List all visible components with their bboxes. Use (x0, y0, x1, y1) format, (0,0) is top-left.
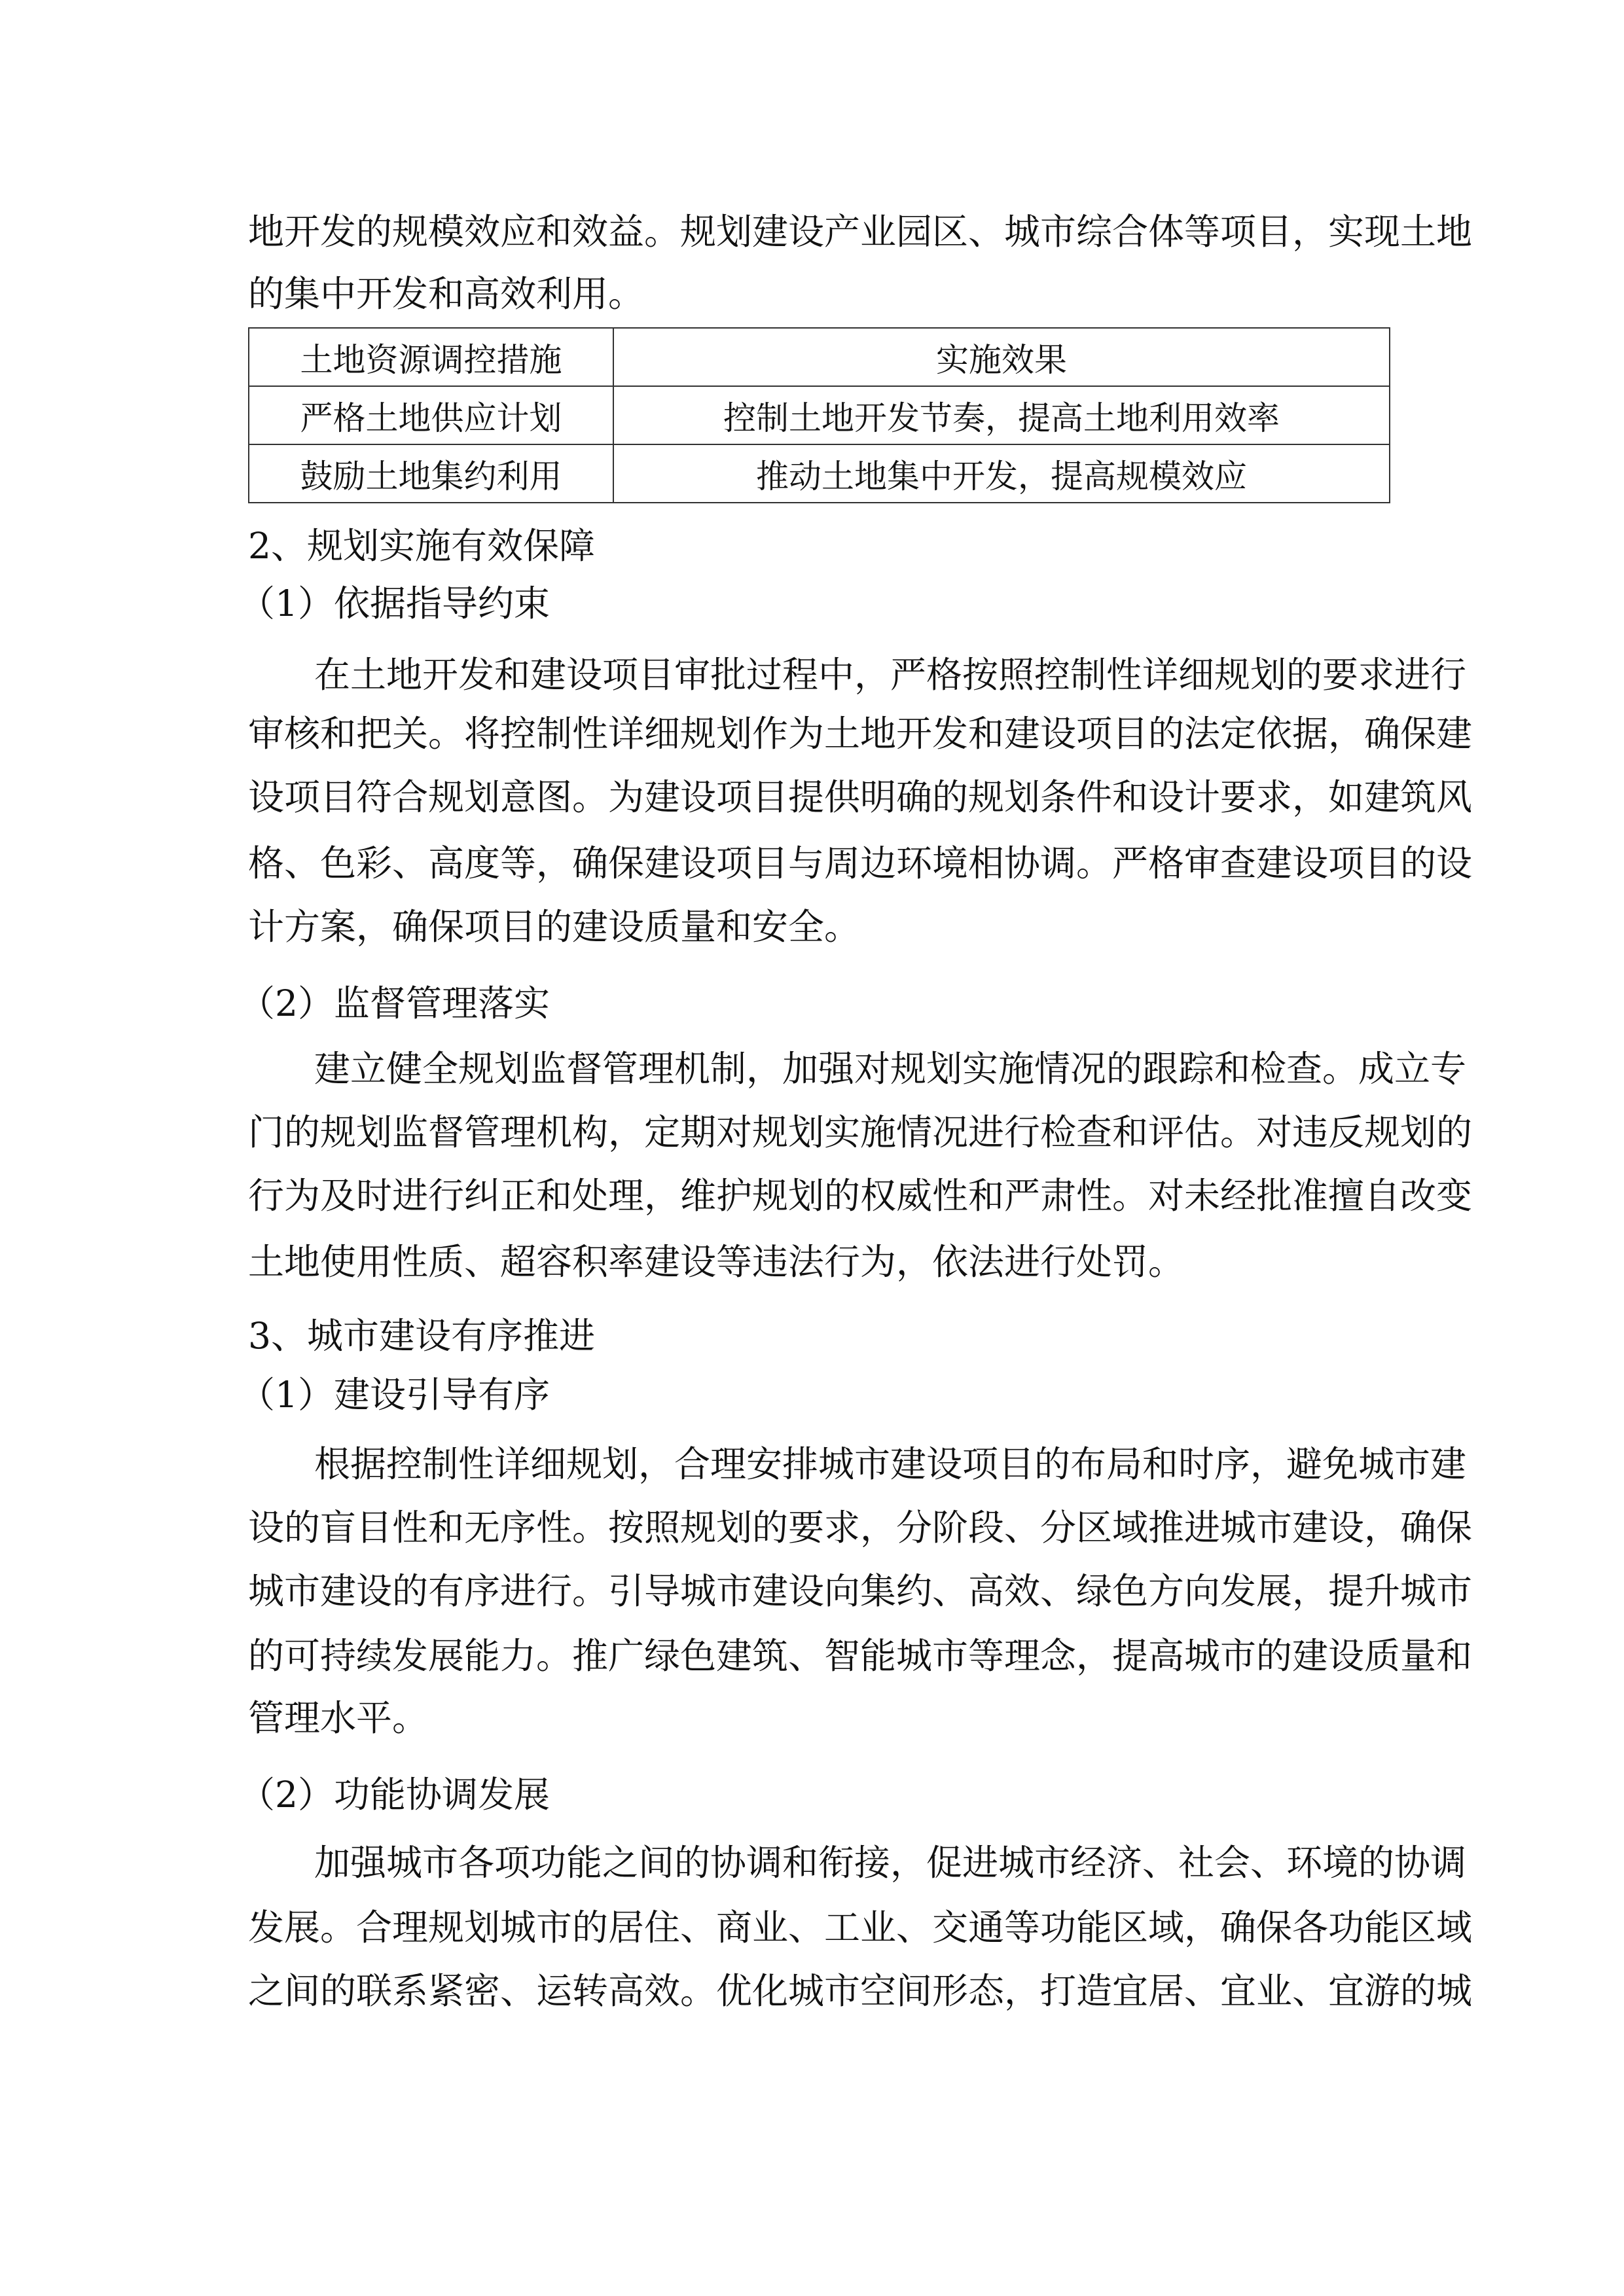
subsection-heading: （1）依据指导约束 (239, 583, 550, 624)
table-cell: 鼓励土地集约利用 (249, 444, 613, 503)
text-line: 设的盲目性和无序性。按照规划的要求，分阶段、分区域推进城市建设，确保 (248, 1507, 1473, 1549)
table-header: 实施效果 (613, 328, 1390, 386)
text-line: 发展。合理规划城市的居住、商业、工业、交通等功能区域，确保各功能区域 (248, 1907, 1473, 1948)
text-line: 行为及时进行纠正和处理，维护规划的权威性和严肃性。对未经批准擅自改变 (248, 1175, 1473, 1217)
table-cell: 推动土地集中开发，提高规模效应 (613, 444, 1390, 503)
table-cell: 控制土地开发节奏，提高土地利用效率 (613, 386, 1390, 444)
subsection-heading: （1）建设引导有序 (239, 1374, 550, 1416)
table-row (249, 444, 1390, 503)
table-header-row (249, 328, 1390, 386)
text-line: 根据控制性详细规划，合理安排城市建设项目的布局和时序，避免城市建 (314, 1443, 1467, 1485)
subsection-heading: （2）监督管理落实 (239, 982, 550, 1024)
land-measures-table (248, 327, 1390, 503)
text-line: 建立健全规划监督管理机制，加强对规划实施情况的跟踪和检查。成立专 (314, 1048, 1467, 1090)
text-line: 计方案，确保项目的建设质量和安全。 (248, 906, 861, 948)
text-line: 城市建设的有序进行。引导城市建设向集约、高效、绿色方向发展，提升城市 (248, 1570, 1473, 1612)
text-line: 的可持续发展能力。推广绿色建筑、智能城市等理念，提高城市的建设质量和 (248, 1635, 1473, 1677)
table-row (249, 386, 1390, 444)
section-heading: 2、规划实施有效保障 (248, 525, 595, 567)
text-line: 门的规划监督管理机构，定期对规划实施情况进行检查和评估。对违反规划的 (248, 1111, 1473, 1153)
text-line: 之间的联系紧密、运转高效。优化城市空间形态，打造宜居、宜业、宜游的城 (248, 1970, 1473, 2012)
text-line: 加强城市各项功能之间的协调和衔接，促进城市经济、社会、环境的协调 (314, 1842, 1467, 1884)
subsection-heading: （2）功能协调发展 (239, 1774, 550, 1816)
text-line: 审核和把关。将控制性详细规划作为土地开发和建设项目的法定依据，确保建 (248, 713, 1473, 755)
text-line: 管理水平。 (248, 1697, 429, 1739)
text-line: 在土地开发和建设项目审批过程中，严格按照控制性详细规划的要求进行 (314, 654, 1467, 696)
table-header: 土地资源调控措施 (249, 328, 613, 386)
text-line: 格、色彩、高度等，确保建设项目与周边环境相协调。严格审查建设项目的设 (248, 842, 1473, 884)
table-cell: 严格土地供应计划 (249, 386, 613, 444)
text-line: 的集中开发和高效利用。 (248, 273, 645, 315)
section-heading: 3、城市建设有序推进 (248, 1315, 595, 1357)
text-line: 土地使用性质、超容积率建设等违法行为，依法进行处罚。 (248, 1241, 1185, 1283)
text-line: 设项目符合规划意图。为建设项目提供明确的规划条件和设计要求，如建筑风 (248, 776, 1473, 818)
text-line: 地开发的规模效应和效益。规划建设产业园区、城市综合体等项目，实现土地 (248, 211, 1473, 253)
